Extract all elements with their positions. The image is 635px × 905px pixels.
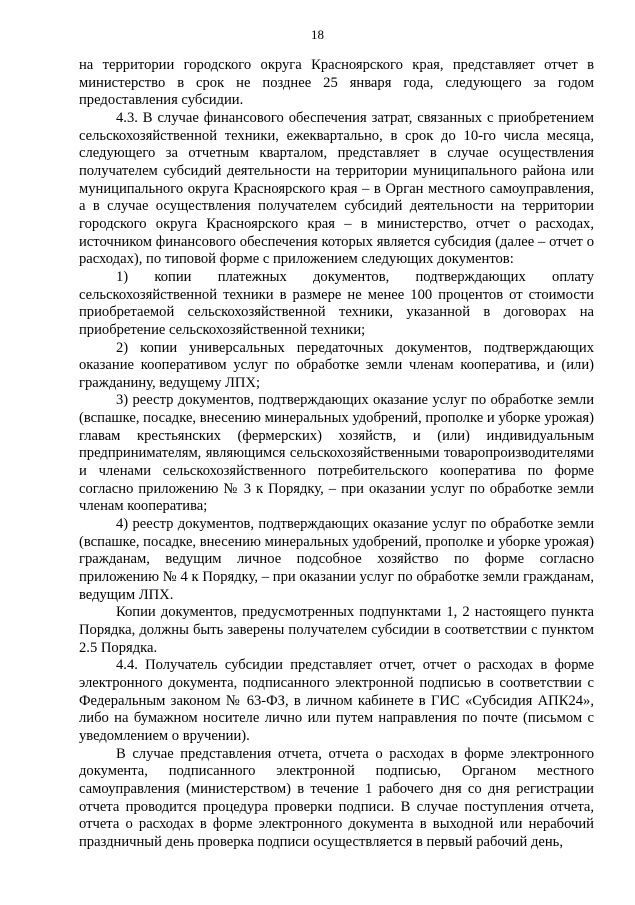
list-item-3: 3) реестр документов, подтверждающих оказание услуг по обработке земли (вспашке, посадке, внесению минеральных удобрений, прополке и уборке урожая) главам крестьянских (фермерских) хозяйств, и (или) индивидуальным предпринимателям, являющимся сельскохозяйственными товаропроизводителями и членами сельскохозяйственного потребительского кооператива по форме согласно приложению № 3 к Порядку, – при оказании услуг по обработке земли членам кооператива; bbox=[79, 392, 594, 515]
list-item-4: 4) реестр документов, подтверждающих оказание услуг по обработке земли (вспашке, посадке, внесению минеральных удобрений, прополке и уборке урожая) гражданам, ведущим личное подсобное хозяйство по форме согласно приложению № 4 к Порядку, – при оказании услуг по обработке земли гражданам, ведущим ЛПХ. bbox=[79, 516, 594, 603]
page-number: 18 bbox=[311, 27, 324, 42]
paragraph-continuation: на территории городского округа Красноярского края, представляет отчет в министерство в срок не позднее 25 января года, следующего за годом предоставления субсидии. bbox=[79, 57, 594, 109]
list-item-2: 2) копии универсальных передаточных документов, подтверждающих оказание кооперативом услуг по обработке земли членам кооператива, и (или) гражданину, ведущему ЛПХ; bbox=[79, 339, 594, 391]
paragraph-4-3: 4.3. В случае финансового обеспечения затрат, связанных с приобретением сельскохозяйственной техники, ежеквартально, в срок до 10-го числа месяца, следующего за отчетным кварталом, представляет в случае осуществления получателем субсидий деятельности на территории муниципального района или муниципального округа Красноярского края – в Орган местного самоуправления, а в случае осуществления получателем субсидий деятельности на территории городского округа Красноярского края – в министерство, отчет о расходах, источником финансового обеспечения которых является субсидия (далее – отчет о расходах), по типовой форме с приложением следующих документов: bbox=[79, 109, 594, 268]
paragraph-copies: Копии документов, предусмотренных подпунктами 1, 2 настоящего пункта Порядка, должны быть заверены получателем субсидии в соответствии с пунктом 2.5 Порядка. bbox=[79, 604, 594, 656]
paragraph-4-4: 4.4. Получатель субсидии представляет отчет, отчет о расходах в форме электронного документа, подписанного электронной подписью в соответствии с Федеральным законом № 63-ФЗ, в личном кабинете в ГИС «Субсидия АПК24», либо на бумажном носителе лично или путем направления по почте (письмом с уведомлением о вручении). bbox=[79, 657, 594, 744]
paragraph-electronic-submission: В случае представления отчета, отчета о расходах в форме электронного документа, подписанного электронной подписью, Органом местного самоуправления (министерством) в течение 1 рабочего дня со дня регистрации отчета проводится процедура проверки подписи. В случае поступления отчета, отчета о расходах в форме электронного документа в выходной или нерабочий праздничный день проверка подписи осуществляется в первый рабочий день, bbox=[79, 745, 594, 850]
list-item-1: 1) копии платежных документов, подтверждающих оплату сельскохозяйственной техники в размере не менее 100 процентов от стоимости приобретаемой сельскохозяйственной техники, указанной в договорах на приобретение сельскохозяйственной техники; bbox=[79, 268, 594, 338]
document-body bbox=[79, 57, 594, 852]
